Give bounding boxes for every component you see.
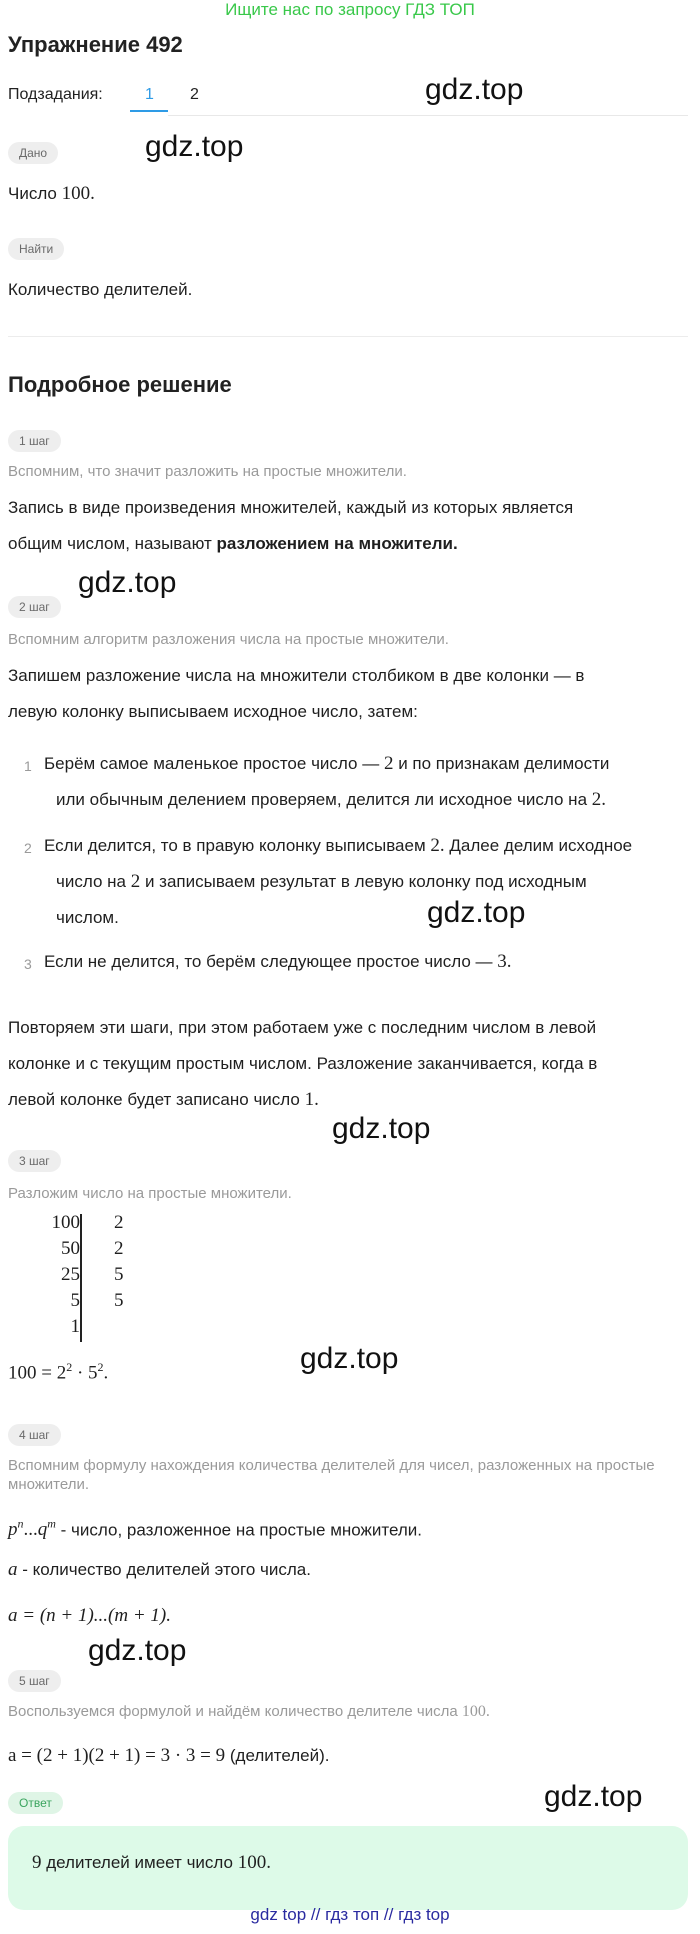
subtasks-label: Подзадания: bbox=[8, 86, 103, 103]
step-2-after1: Повторяем эти шаги, при этом работаем уже с последним числом в левой bbox=[8, 1018, 597, 1037]
watermark: gdz.top bbox=[300, 1342, 399, 1375]
search-banner[interactable]: Ищите нас по запросу ГДЗ ТОП bbox=[225, 0, 475, 19]
solution-title: Подробное решение bbox=[8, 372, 232, 397]
watermark: gdz.top bbox=[88, 1634, 187, 1667]
step-4-hint: Вспомним формулу нахождения количества делителей для чисел, разложенных на простые множители. bbox=[8, 1457, 655, 1493]
list-item-2-line1: Если делится, то в правую колонку выписываем 2. Далее делим исходное bbox=[44, 835, 633, 856]
step-4-badge: 4 шаг bbox=[8, 1424, 61, 1446]
table-right-cell: 5 bbox=[114, 1290, 124, 1311]
step-1-hint: Вспомним, что значит разложить на простые множители. bbox=[8, 463, 407, 480]
find-badge: Найти bbox=[8, 238, 64, 260]
table-left-cell: 100 bbox=[51, 1212, 80, 1233]
formula-divisors: a - количество делителей этого числа. bbox=[8, 1559, 311, 1580]
watermark: gdz.top bbox=[427, 896, 526, 929]
step-3-hint: Разложим число на простые множители. bbox=[8, 1185, 292, 1202]
watermark: gdz.top bbox=[544, 1780, 643, 1813]
table-left-cell: 25 bbox=[61, 1264, 80, 1285]
answer-badge: Ответ bbox=[8, 1792, 63, 1814]
factorization-table bbox=[20, 1212, 150, 1342]
find-text: Количество делителей. bbox=[8, 280, 193, 299]
list-item-3-line1: Если не делится, то берём следующее простое число — 3. bbox=[44, 951, 512, 972]
page-title: Упражнение 492 bbox=[8, 32, 183, 57]
step-3-badge: 3 шаг bbox=[8, 1150, 61, 1172]
footer-links[interactable]: gdz top // гдз топ // гдз top bbox=[250, 1905, 450, 1924]
table-right-cell: 2 bbox=[114, 1238, 124, 1259]
list-item-1-line2: или обычным делением проверяем, делится ли исходное число на 2. bbox=[56, 789, 607, 810]
section-divider bbox=[8, 336, 688, 337]
watermark: gdz.top bbox=[145, 130, 244, 163]
step-2-badge: 2 шаг bbox=[8, 596, 61, 618]
step-1-line2: общим числом, называют разложением на множители. bbox=[8, 534, 458, 553]
list-item-2-line2: число на 2 и записываем результат в левую колонку под исходным bbox=[56, 871, 587, 892]
step-1-line1: Запись в виде произведения множителей, каждый из которых является bbox=[8, 498, 574, 517]
formula-number: $p^n...q^m$ - число, разложенное на простые множители. bbox=[8, 1517, 423, 1541]
list-number: 2 bbox=[24, 840, 32, 856]
table-left-cell: 5 bbox=[70, 1290, 80, 1311]
factorization-result: $100 = 2^2 \cdot 5^2$. bbox=[8, 1360, 109, 1384]
term-factorization: разложением на множители. bbox=[216, 534, 458, 553]
given-text: Число 100. bbox=[8, 183, 95, 204]
table-right-cell: 2 bbox=[114, 1212, 124, 1233]
step-5-badge: 5 шаг bbox=[8, 1670, 61, 1692]
list-number: 3 bbox=[24, 956, 32, 972]
watermark: gdz.top bbox=[332, 1112, 431, 1145]
step-5-calc: a = (2 + 1)(2 + 1) = 3 · 3 = 9 (делителей). bbox=[8, 1745, 330, 1766]
watermark: gdz.top bbox=[425, 73, 524, 106]
list-item-1-line1: Берём самое маленькое простое число — 2 и по признакам делимости bbox=[44, 753, 610, 774]
given-badge: Дано bbox=[8, 142, 58, 164]
watermark: gdz.top bbox=[78, 566, 177, 599]
list-item-2-line3: числом. bbox=[56, 908, 119, 927]
tab-subtask-2[interactable]: 2 bbox=[190, 86, 199, 103]
step-2-hint: Вспомним алгоритм разложения числа на простые множители. bbox=[8, 631, 449, 648]
table-left-cell: 1 bbox=[70, 1316, 80, 1337]
step-2-after3: левой колонке будет записано число 1. bbox=[8, 1089, 319, 1110]
active-tab-indicator bbox=[130, 110, 168, 112]
step-2-line2: левую колонку выписываем исходное число, затем: bbox=[8, 702, 418, 721]
list-number: 1 bbox=[24, 758, 32, 774]
step-5-hint: Воспользуемся формулой и найдём количество делителе числа 100. bbox=[8, 1703, 490, 1720]
tab-subtask-1[interactable]: 1 bbox=[145, 86, 154, 103]
formula-divisor-count: a = (n + 1)...(m + 1). bbox=[8, 1605, 171, 1626]
step-2-after2: колонке и с текущим простым числом. Разложение заканчивается, когда в bbox=[8, 1054, 598, 1073]
answer-text: 9 делителей имеет число 100. bbox=[32, 1852, 271, 1873]
step-1-badge: 1 шаг bbox=[8, 430, 61, 452]
table-left-cell: 50 bbox=[61, 1238, 80, 1259]
step-2-line1: Запишем разложение числа на множители столбиком в две колонки — в bbox=[8, 666, 585, 685]
table-divider bbox=[80, 1214, 82, 1342]
table-right-cell: 5 bbox=[114, 1264, 124, 1285]
given-value: 100. bbox=[61, 183, 95, 204]
tabs-divider bbox=[168, 115, 688, 116]
